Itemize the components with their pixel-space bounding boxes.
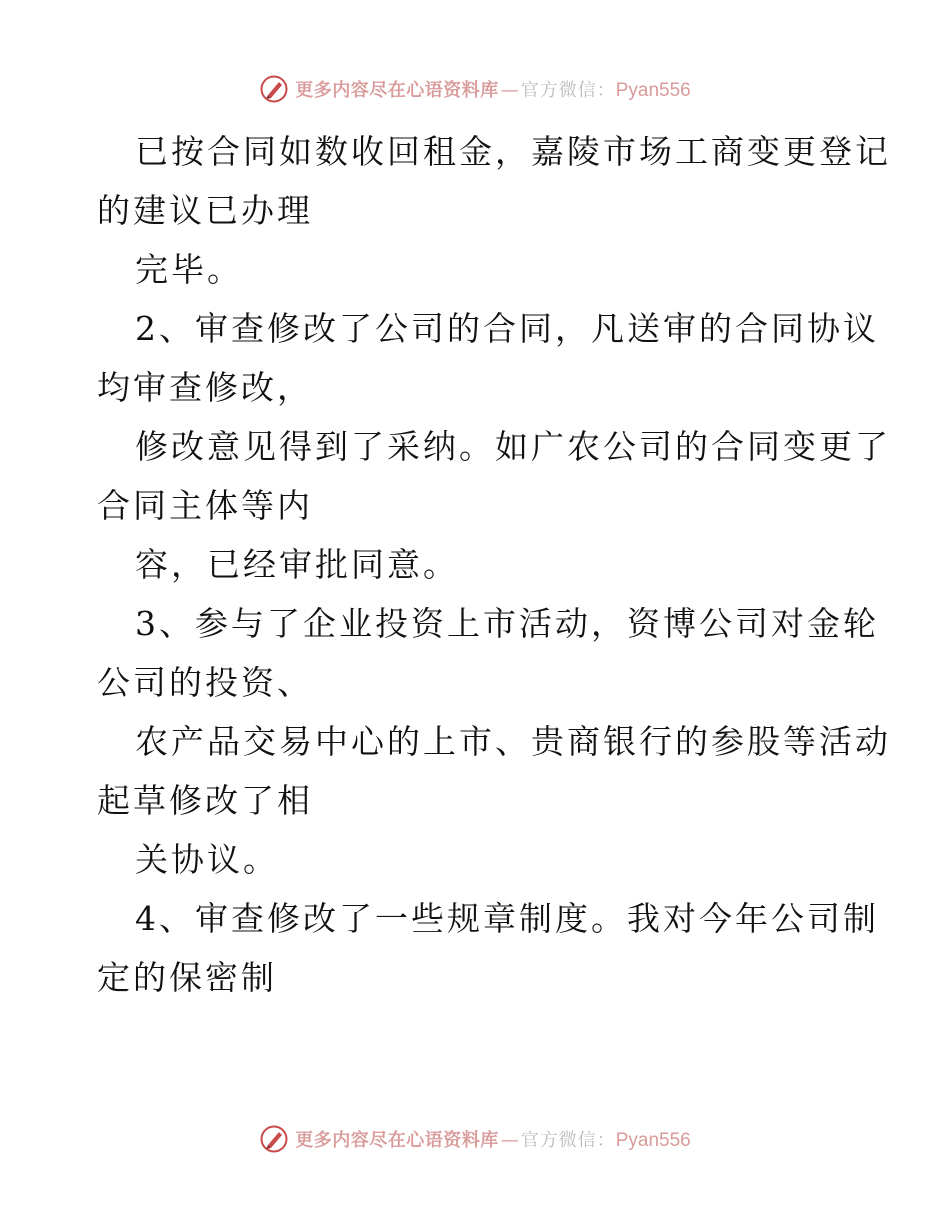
header-watermark: [0, 72, 950, 106]
text-line: 公司的投资、: [97, 663, 313, 702]
text-line: 3、参与了企业投资上市活动，资博公司对金轮: [135, 604, 879, 643]
text-line: 的建议已办理: [97, 191, 313, 230]
text-line: 已按合同如数收回租金，嘉陵市场工商变更登记: [135, 132, 891, 171]
text-line: 完毕。: [135, 250, 243, 289]
watermark-label: 官方微信：: [520, 1130, 616, 1151]
text-line: 2、审查修改了公司的合同，凡送审的合同协议: [135, 309, 879, 348]
text-line: 起草修改了相: [97, 781, 313, 820]
text-line: 关协议。: [135, 840, 279, 879]
watermark-dash: —: [500, 80, 519, 101]
watermark-dash: —: [500, 1130, 519, 1151]
watermark-id: Pyan556: [615, 1130, 691, 1151]
text-line: 容，已经审批同意。: [135, 545, 459, 584]
watermark-brand: 更多内容尽在心语资料库: [295, 80, 499, 101]
text-line: 均审查修改，: [97, 368, 313, 407]
footer-watermark: [0, 1122, 950, 1156]
watermark-brand: 更多内容尽在心语资料库: [295, 1130, 499, 1151]
text-line: 定的保密制: [97, 958, 277, 997]
document-body: [97, 122, 891, 1007]
pen-logo-icon: [259, 74, 289, 104]
text-line: 合同主体等内: [97, 486, 313, 525]
watermark-label: 官方微信：: [520, 80, 616, 101]
pen-logo-icon: [259, 1124, 289, 1154]
text-line: 农产品交易中心的上市、贵商银行的参股等活动: [135, 722, 891, 761]
text-line: 修改意见得到了采纳。如广农公司的合同变更了: [135, 427, 891, 466]
watermark-id: Pyan556: [615, 80, 691, 101]
text-line: 4、审查修改了一些规章制度。我对今年公司制: [135, 899, 879, 938]
